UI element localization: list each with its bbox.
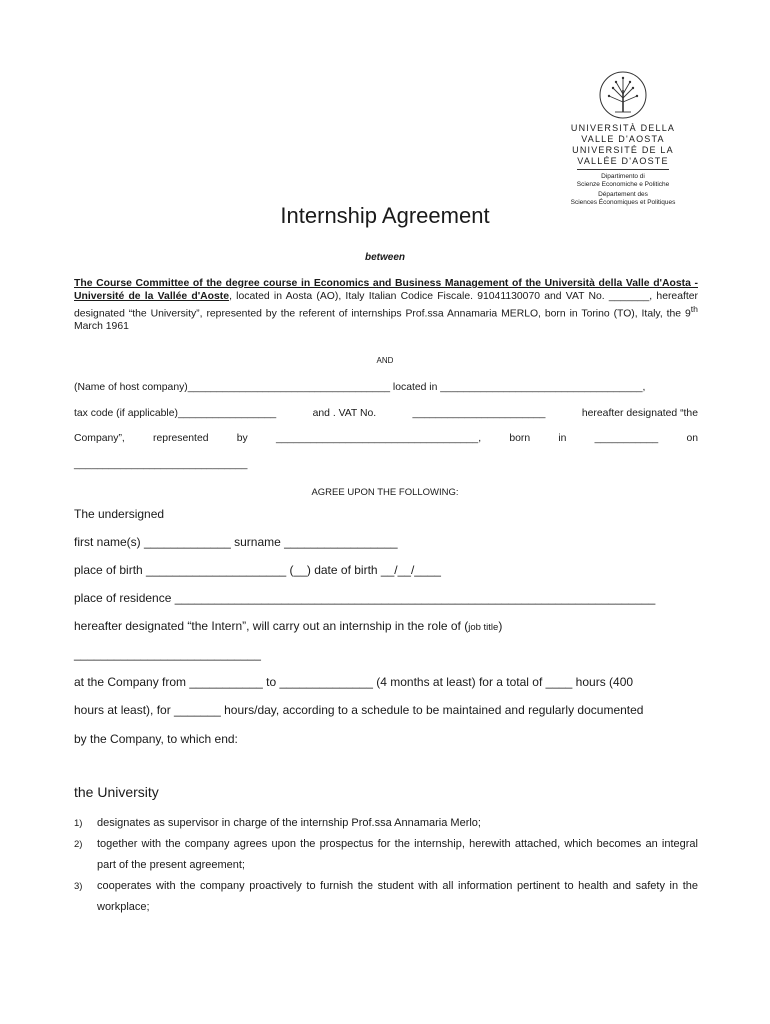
names-field-line: first name(s) _____________ surname _________________ [74,535,398,549]
birth-field-line: place of birth _____________________ (__) date of birth __/__/____ [74,563,441,577]
tax-code-line: tax code (if applicable)_________________ and . VAT No. _______________________ hereafter designated “the [74,408,698,419]
tree-emblem-icon [598,70,648,120]
university-obligations-list [74,813,698,918]
logo-divider [577,169,669,170]
role-blank-line: ____________________________ [74,647,261,661]
list-item: 3) cooperates with the company proactively to furnish the student with all information pertinent to health and safety in the workplace; [74,880,698,913]
university-name: UNIVERSITÀ DELLA VALLE D'AOSTA UNIVERSITÉ DE LA VALLÉE D'AOSTE [570,123,676,166]
document-title: Internship Agreement [280,203,490,228]
represented-by-line: Company”, represented by ___________________________________, born in ___________ on [74,433,698,444]
by-company-line: by the Company, to which end: [74,732,238,746]
and-label: AND [376,356,394,365]
university-party: The Course Committee of the degree course in Economics and Business Management of the Università della Valle d'Aosta - Université de la Vallée d'Aoste [74,278,698,302]
section-title-university: the University [74,784,159,800]
between-label: between [364,252,405,263]
list-item: 1) designates as supervisor in charge of the internship Prof.ssa Annamaria Merlo; [74,817,481,829]
host-company-line: (Name of host company)___________________________________ located in ___________________________________, [74,382,646,393]
intro-paragraph: The Course Committee of the degree course in Economics and Business Management of the Università della Valle d'Aosta - Université de la Vallée d'Aoste, located in Aosta (AO), Italy Italian Codice Fiscale. 91041130070 and VAT No. _______, hereafter designated “the University”, represented by the referent of internships Prof.ssa Annamaria MERLO, born in Torino (TO), Italy, the 9th March 1961 [74,278,698,333]
university-logo [560,70,686,207]
department-name-fr: Département des Sciences Économiques et Politiques [570,191,676,206]
agree-label: AGREE UPON THE FOLLOWING: [311,487,459,498]
born-on-line: ______________________________ [74,459,248,470]
list-item: 2) together with the company agrees upon the prospectus for the internship, herewith attached, which becomes an integral part of the present agreement; [74,838,698,871]
period-line: at the Company from ___________ to ______________ (4 months at least) for a total of ____ hours (400 [74,675,634,689]
residence-field-line: place of residence ________________________________________________________________________ [74,591,656,605]
intern-role-line: hereafter designated “the Intern”, will carry out an internship in the role of (job title) [74,619,503,633]
hours-line: hours at least), for _______ hours/day, according to a schedule to be maintained and regularly documented [74,703,644,717]
undersigned-label: The undersigned [74,507,165,521]
department-name: Dipartimento di Scienze Economiche e Politiche [576,173,670,188]
